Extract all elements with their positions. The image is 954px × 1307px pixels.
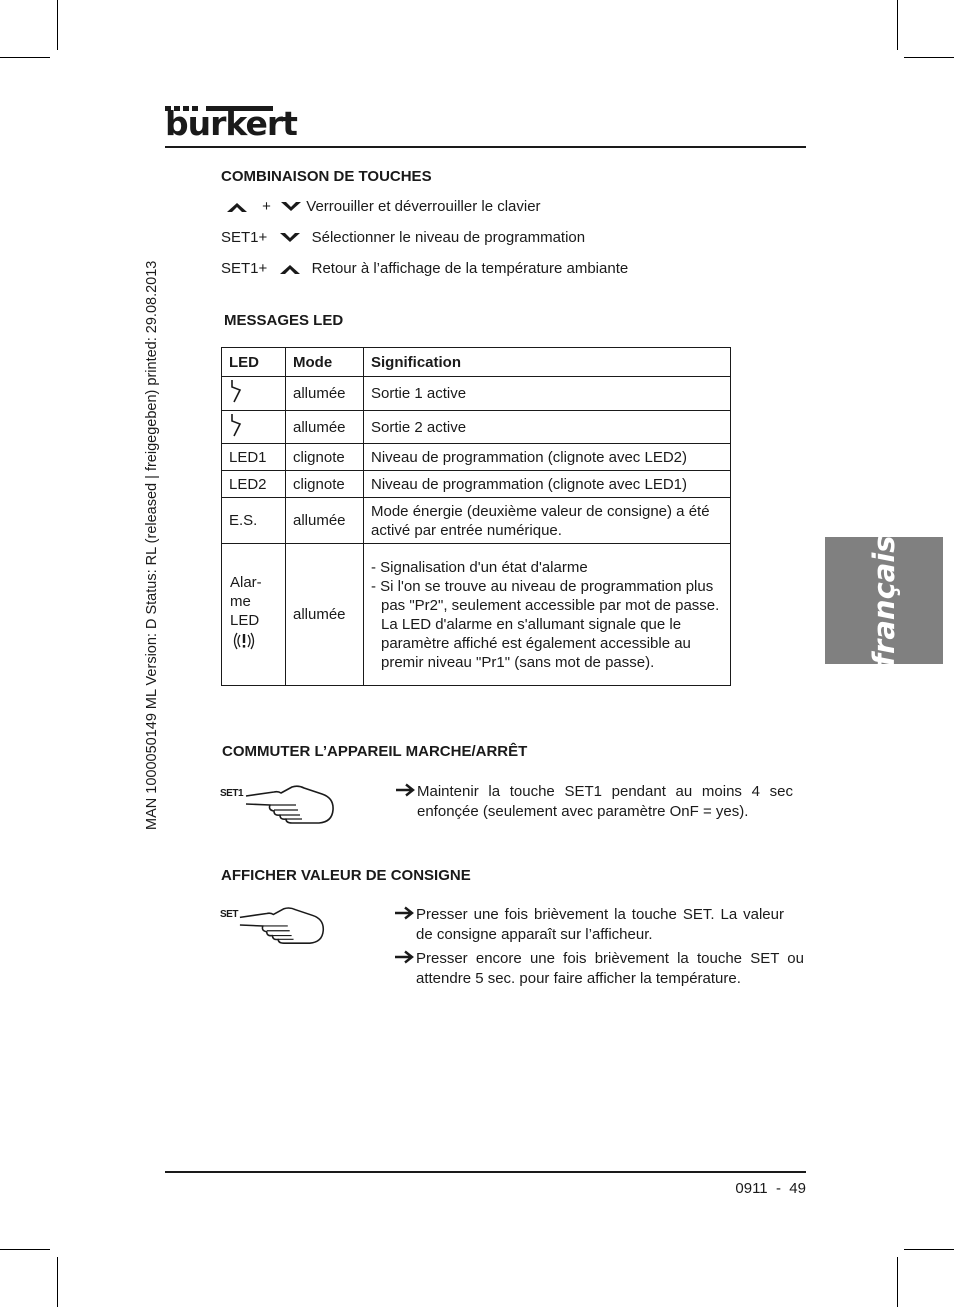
key-label-set: SET xyxy=(220,909,238,920)
column-header-meaning: Signification xyxy=(364,348,731,377)
instruction-text: Presser encore une fois brièvement la touche SET ou attendre 5 sec. pour faire afficher la température. xyxy=(416,950,804,987)
key-label-set1: SET1 xyxy=(220,788,244,799)
mode-cell: clignote xyxy=(286,471,364,498)
mode-cell: allumée xyxy=(286,411,364,444)
alarm-led-label: Alar- me LED xyxy=(230,573,262,629)
key-combo-prefix: SET1+ xyxy=(221,229,268,246)
key-combo-row-2 xyxy=(221,229,585,246)
instruction-text: Presser une fois brièvement la touche SET. La valeur de consigne apparaît sur l’afficheur. xyxy=(416,906,784,943)
crop-mark xyxy=(0,57,50,58)
crop-mark xyxy=(897,1257,898,1307)
section-heading-setpoint: AFFICHER VALEUR DE CONSIGNE xyxy=(221,867,471,884)
led-cell: E.S. xyxy=(222,498,286,544)
led-cell: LED1 xyxy=(222,444,286,471)
section-heading-led-messages: MESSAGES LED xyxy=(224,312,344,329)
arrow-down-icon xyxy=(279,231,301,245)
instruction-text: Maintenir la touche SET1 pendant au moins 4 sec enfonçée (seulement avec paramètre OnF = yes). xyxy=(417,783,793,820)
plus-sign: + xyxy=(262,198,271,215)
crop-mark xyxy=(904,1249,954,1250)
table-row xyxy=(222,377,731,411)
meaning-list xyxy=(371,558,723,672)
crop-mark xyxy=(57,1257,58,1307)
document-id-vertical: MAN 1000050149 ML Version: D Status: RL (released | freigegeben) printed: 29.08.2013 xyxy=(144,260,160,830)
arrow-up-icon xyxy=(226,200,248,214)
table-row xyxy=(222,411,731,444)
list-item: - Signalisation d'un état d'alarme xyxy=(371,558,588,576)
right-arrow-icon xyxy=(394,950,414,964)
table-row xyxy=(222,544,731,686)
meaning-cell: Sortie 1 active xyxy=(364,377,731,411)
arrow-down-icon xyxy=(280,200,302,214)
meaning-cell: Sortie 2 active xyxy=(364,411,731,444)
output-relay-icon xyxy=(229,378,243,404)
hand-press-icon xyxy=(238,903,328,947)
list-item: - Si l'on se trouve au niveau de programmation plus pas "Pr2", seulement accessible par mot de passe. La LED d'alarme en s'allumant signale que le paramètre affiché est également accessible au premir niveau "Pr1" (sans mot de passe). xyxy=(371,577,720,671)
key-combo-text: Retour à l’affichage de la température ambiante xyxy=(311,260,629,277)
hand-press-icon xyxy=(244,782,338,826)
on-off-instruction xyxy=(395,782,793,821)
brand-logo: burkert xyxy=(165,104,297,143)
section-heading-key-combinations: COMBINAISON DE TOUCHES xyxy=(221,168,432,185)
crop-mark xyxy=(904,57,954,58)
mode-cell: allumée xyxy=(286,544,364,686)
language-tab xyxy=(825,534,943,667)
led-cell xyxy=(222,544,286,686)
section-heading-on-off: COMMUTER L’APPAREIL MARCHE/ARRÊT xyxy=(222,743,528,760)
right-arrow-icon xyxy=(395,783,415,797)
page-number: 0911 - 49 xyxy=(735,1180,806,1197)
footer-rule xyxy=(165,1171,806,1173)
mode-cell: clignote xyxy=(286,444,364,471)
meaning-cell xyxy=(364,544,731,686)
led-messages-table xyxy=(221,347,731,686)
led-cell xyxy=(222,411,286,444)
key-combo-prefix: SET1+ xyxy=(221,260,268,277)
meaning-cell: Niveau de programmation (clignote avec LED2) xyxy=(364,444,731,471)
key-combo-text: Verrouiller et déverrouiller le clavier xyxy=(306,198,541,215)
led-cell xyxy=(222,377,286,411)
table-row xyxy=(222,498,731,544)
key-combo-row-3 xyxy=(221,260,628,277)
crop-mark xyxy=(57,0,58,50)
table-header-row xyxy=(222,348,731,377)
table-row xyxy=(222,444,731,471)
mode-cell: allumée xyxy=(286,377,364,411)
table-row xyxy=(222,471,731,498)
alarm-led-icon xyxy=(230,630,258,652)
crop-mark xyxy=(0,1249,50,1250)
key-combo-row-1 xyxy=(226,198,541,215)
mode-cell: allumée xyxy=(286,498,364,544)
led-cell: LED2 xyxy=(222,471,286,498)
output-relay-icon xyxy=(229,412,243,438)
language-tab-label: français xyxy=(867,534,901,667)
key-combo-text: Sélectionner le niveau de programmation xyxy=(311,229,586,246)
column-header-mode: Mode xyxy=(286,348,364,377)
setpoint-instructions xyxy=(394,905,804,988)
header-rule xyxy=(165,146,806,148)
meaning-cell: Mode énergie (deuxième valeur de consigne) a été activé par entrée numérique. xyxy=(364,498,731,544)
meaning-cell: Niveau de programmation (clignote avec LED1) xyxy=(364,471,731,498)
arrow-up-icon xyxy=(279,262,301,276)
crop-mark xyxy=(897,0,898,50)
column-header-led: LED xyxy=(222,348,286,377)
right-arrow-icon xyxy=(394,906,414,920)
